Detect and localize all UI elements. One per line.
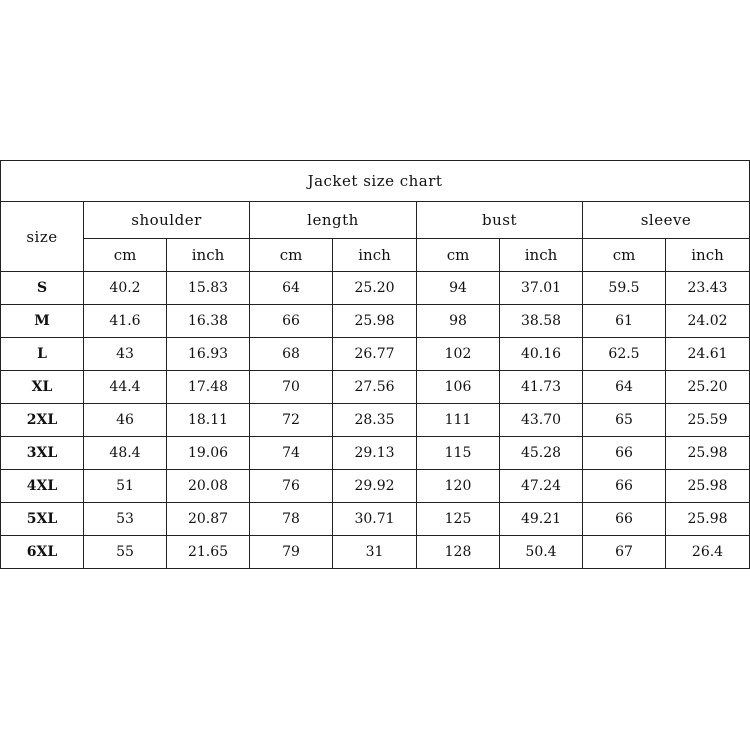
table-cell: 27.56 <box>333 371 417 404</box>
table-cell: 51 <box>84 470 167 503</box>
table-cell: 21.65 <box>167 536 250 569</box>
table-cell: 50.4 <box>500 536 583 569</box>
table-cell: 24.02 <box>666 305 750 338</box>
table-cell: 43.70 <box>500 404 583 437</box>
table-cell: 45.28 <box>500 437 583 470</box>
table-cell: 25.98 <box>333 305 417 338</box>
table-cell: 25.59 <box>666 404 750 437</box>
table-row <box>1 437 750 470</box>
unit-header: inch <box>500 239 583 272</box>
table-cell: 49.21 <box>500 503 583 536</box>
size-label: 6XL <box>1 536 84 569</box>
table-cell: 94 <box>417 272 500 305</box>
table-cell: 43 <box>84 338 167 371</box>
table-cell: 64 <box>250 272 333 305</box>
table-cell: 44.4 <box>84 371 167 404</box>
table-cell: 46 <box>84 404 167 437</box>
table-cell: 111 <box>417 404 500 437</box>
table-cell: 68 <box>250 338 333 371</box>
table-cell: 29.13 <box>333 437 417 470</box>
table-cell: 16.93 <box>167 338 250 371</box>
table-row <box>1 305 750 338</box>
table-cell: 120 <box>417 470 500 503</box>
table-cell: 26.4 <box>666 536 750 569</box>
size-label: 5XL <box>1 503 84 536</box>
unit-header: cm <box>583 239 666 272</box>
table-body <box>1 272 750 569</box>
table-cell: 37.01 <box>500 272 583 305</box>
table-cell: 65 <box>583 404 666 437</box>
table-cell: 48.4 <box>84 437 167 470</box>
size-column-header: size <box>1 202 84 272</box>
table-cell: 55 <box>84 536 167 569</box>
table-row <box>1 338 750 371</box>
table-cell: 19.06 <box>167 437 250 470</box>
table-cell: 64 <box>583 371 666 404</box>
table-cell: 72 <box>250 404 333 437</box>
table-cell: 24.61 <box>666 338 750 371</box>
table-cell: 66 <box>583 503 666 536</box>
unit-header: inch <box>167 239 250 272</box>
table-cell: 59.5 <box>583 272 666 305</box>
table-cell: 20.87 <box>167 503 250 536</box>
group-header-shoulder: shoulder <box>84 202 250 239</box>
table-cell: 76 <box>250 470 333 503</box>
table-cell: 23.43 <box>666 272 750 305</box>
size-label: L <box>1 338 84 371</box>
table-cell: 31 <box>333 536 417 569</box>
table-cell: 30.71 <box>333 503 417 536</box>
table-row <box>1 404 750 437</box>
table-cell: 38.58 <box>500 305 583 338</box>
table-cell: 41.73 <box>500 371 583 404</box>
table-cell: 25.98 <box>666 503 750 536</box>
size-label: XL <box>1 371 84 404</box>
table-row <box>1 371 750 404</box>
table-cell: 25.98 <box>666 470 750 503</box>
table-cell: 62.5 <box>583 338 666 371</box>
unit-header: cm <box>84 239 167 272</box>
table-cell: 115 <box>417 437 500 470</box>
group-header-sleeve: sleeve <box>583 202 750 239</box>
unit-header: inch <box>333 239 417 272</box>
size-chart <box>0 160 749 569</box>
table-cell: 28.35 <box>333 404 417 437</box>
size-label: S <box>1 272 84 305</box>
size-label: M <box>1 305 84 338</box>
size-label: 2XL <box>1 404 84 437</box>
table-cell: 47.24 <box>500 470 583 503</box>
unit-header: cm <box>417 239 500 272</box>
table-cell: 40.16 <box>500 338 583 371</box>
unit-header: cm <box>250 239 333 272</box>
table-cell: 25.98 <box>666 437 750 470</box>
table-cell: 67 <box>583 536 666 569</box>
group-header-length: length <box>250 202 417 239</box>
size-label: 3XL <box>1 437 84 470</box>
table-row <box>1 503 750 536</box>
table-cell: 78 <box>250 503 333 536</box>
table-cell: 15.83 <box>167 272 250 305</box>
table-cell: 66 <box>250 305 333 338</box>
table-row <box>1 272 750 305</box>
table-cell: 70 <box>250 371 333 404</box>
table-cell: 53 <box>84 503 167 536</box>
group-header-bust: bust <box>417 202 583 239</box>
table-cell: 79 <box>250 536 333 569</box>
table-cell: 25.20 <box>666 371 750 404</box>
table-cell: 26.77 <box>333 338 417 371</box>
table-cell: 25.20 <box>333 272 417 305</box>
table-cell: 106 <box>417 371 500 404</box>
table-cell: 17.48 <box>167 371 250 404</box>
table-cell: 66 <box>583 470 666 503</box>
table-cell: 29.92 <box>333 470 417 503</box>
table-row <box>1 536 750 569</box>
table-cell: 41.6 <box>84 305 167 338</box>
unit-header: inch <box>666 239 750 272</box>
table-cell: 125 <box>417 503 500 536</box>
table-cell: 74 <box>250 437 333 470</box>
table-cell: 16.38 <box>167 305 250 338</box>
table-cell: 61 <box>583 305 666 338</box>
table-cell: 20.08 <box>167 470 250 503</box>
table-cell: 18.11 <box>167 404 250 437</box>
size-table <box>0 160 750 569</box>
table-cell: 40.2 <box>84 272 167 305</box>
table-cell: 98 <box>417 305 500 338</box>
table-cell: 102 <box>417 338 500 371</box>
chart-title: Jacket size chart <box>1 161 750 202</box>
table-cell: 128 <box>417 536 500 569</box>
size-label: 4XL <box>1 470 84 503</box>
table-cell: 66 <box>583 437 666 470</box>
table-row <box>1 470 750 503</box>
